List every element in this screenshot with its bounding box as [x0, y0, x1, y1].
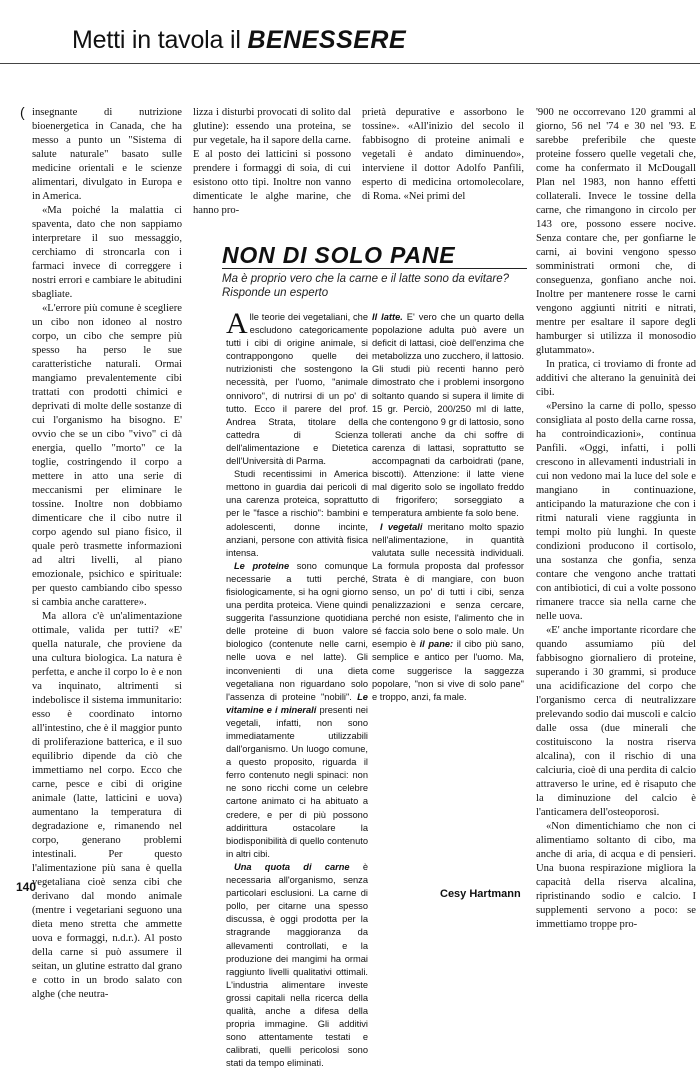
header-divider — [0, 63, 700, 64]
sidebar-box-paragraph — [226, 560, 368, 861]
sidebar-box-divider — [222, 268, 527, 269]
sidebar-box-text: il cibo più sano, semplice e antico per l'uomo. Ma, come suggerisce la saggezza popolare, "non si vive di solo pane" e troppo, anzi, fa male. — [372, 639, 524, 702]
column1-paragraph: «L'errore più comune è scegliere un cibo non idoneo al nostro corpo, un cibo che sempre più spesso ha perso le sue caratteristiche naturali. Ormai mangiamo prevalentemente cibi trattati con prodotti chimici e deprivati di molte delle sostanze di cui l'organismo ha bisogno. E' ovvio che se un cibo "vivo" ci dà energia, quello "morto" ce la toglie, costringendo il corpo a mettere in atto una serie di meccanismi per eliminare le tossine. Inoltre non dobbiamo dimenticare che il cibo nutre il corpo agendo sul piano fisico, il quale però trasmette informazioni ad altri livelli, al piano emozionale, psichico e spirituale: per questo cambiando cibo spesso si cambia anche carattere». — [32, 303, 182, 608]
sidebar-box-paragraph — [372, 311, 524, 521]
sidebar-box-text: è necessaria all'organismo, senza particolari esclusioni. La carne di pollo, per citarne una spesso discussa, è oggi prodotta per la stragrande maggioranza da allevamenti controllati, e la produzione dei mangimi ha ormai raggiunto livelli qualitativi ottimali. L'industria alimentare investe grossi capitali nella ricerca della qualità, anche a difesa della propria immagine. Gli additivi sono attentamente testati e calibrati, quelli pericolosi sono stati da tempo eliminati. — [226, 861, 369, 1069]
sidebar-box-paragraph — [372, 521, 524, 704]
sidebar-box-column-2 — [372, 311, 524, 881]
continuation-bracket-icon: ( — [20, 104, 25, 120]
sidebar-box-subhead: Le vitamine e i minerali — [226, 691, 368, 715]
sidebar-box-subhead: il pane: — [419, 639, 454, 650]
column1-paragraph: Ma allora c'è un'alimentazione ottimale, valida per tutti? «E' quella naturale, che proviene da una cultura biologica. La natura è perfetta, e anche il corpo lo è e non va inquinato, altrimenti si indebolisce il sistema immunitario: esso è coordinato intorno all'intestino, che è il maggior punto di proliferazione batterica, e il suo equilibrio dipende da ciò che immettiamo nel corpo. Ecco che carne, pesce e cibi di origine animale (latte, latticini e uova) aumentano la temperatura di degradazione e, rimanendo nel corpo, generano problemi intestinali. Per questo l'alimentazione più sana è quella vegetaliana cioè senza cibi che derivano dal mondo animale (mentre i vegetariani seguono una dieta meno stretta che ammette uova e formaggi, n.d.r.). Al posto della carne si può assumere il seitan, un glutine estratto dal grano e cotto in un brodo salato con alghe (che neutra- — [32, 611, 182, 1000]
header-title-prefix: Metti in tavola il — [72, 26, 241, 54]
column4-paragraph: «Persino la carne di pollo, spesso consigliata al posto della carne rossa, ha controindicazioni», continua Panfili. «Oggi, infatti, i polli crescono in allevamenti industriali in cui non vedono mai la luce del sole e mangiano in continuazione, anticipando la maturazione che con i ritmi naturali viene raggiunta in tempi molto più lunghi. In queste condizioni producono il cortisolo, una sostanza che gonfia, senza contare che vengono anche trattati con antibiotici, di cui a volte possono rimanere tracce sia nella carne che nelle uova. — [536, 401, 696, 622]
column2-paragraph: lizza i disturbi provocati di solito dal glutine): essendo una proteina, se pur vegetale, ha il sapore della carne. E al posto dei latticini si possono prendere i formaggi di soia, di cui esistono otto tipi. Inoltre non vanno dimenticate le alghe marine, che hanno pro- — [193, 107, 351, 216]
article-author: Cesy Hartmann — [440, 888, 521, 900]
article-column-1 — [32, 106, 182, 1000]
sidebar-box-text: meritano molto spazio nell'alimentazione, in quantità valutata sulle necessità individuali. La formula proposta dal professor Strata è di mangiare, con buon senso, un po' di tutti i cibi, senza penalizzazioni e senza cercare, perché non esiste, l'alimento che in sé faccia solo bene o solo male. Un esempio è — [372, 521, 524, 650]
sidebar-box-column-1 — [226, 307, 369, 1069]
sidebar-box-paragraph — [226, 307, 368, 468]
page-number: 140 — [16, 880, 37, 894]
column1-paragraph: insegnante di nutrizione bioenergetica in Canada, che ha messo a punto un "Sistema di salute naturale" basato sulle medicine orientali e le scienze alimentari, divulgato in Europa e in America. — [32, 107, 182, 202]
sidebar-box-subhead: Il latte. — [372, 312, 403, 322]
column3-paragraph: prietà depurative e assorbono le tossine». «All'inizio del secolo il fabbisogno di proteine animali e vegetali è andato diminuendo», interviene il dottor Adolfo Panfili, esperto di medicina ortomolecolare, di Roma. «Nei primi del — [362, 107, 524, 202]
header-title-brand: BENESSERE — [247, 26, 407, 54]
sidebar-box-title: NON DI SOLO PANE — [222, 242, 456, 268]
column4-paragraph: In pratica, ci troviamo di fronte ad additivi che alterano la genuinità dei cibi. — [536, 359, 696, 398]
page-header — [72, 26, 406, 55]
sidebar-box-paragraph: Studi recentissimi in America mettono in guardia dai pericoli di una carenza proteica, soprattutto per le "fasce a rischio": bambini e adolescenti, donne incinte, anziani, persone con attività fisica intensa. — [226, 469, 368, 558]
column4-paragraph: «E' anche importante ricordare che quando assumiamo più del fabbisogno giornaliero di proteine, superando i 30 grammi, si produce una acidificazione del corpo che l'organismo cerca di neutralizzare prelevando sodio dai muscoli e calcio dalle ossa (due minerali che costituiscono la nostra riserva alcalina), con il rischio di una calciuria, cioè di una perdita di calcio attraverso le urine, ed è risaputo che la diminuzione del calcio è l'anticamera dell'osteoporosi. — [536, 625, 696, 818]
drop-cap: A — [226, 307, 248, 340]
sidebar-box-subhead: Una quota di carne — [234, 861, 350, 872]
sidebar-box-paragraph — [226, 861, 368, 1070]
sidebar-box-text: lle teorie dei vegetaliani, che escludono categoricamente tutti i cibi di origine animale, si contrappongono quelle dei nutrizionisti che sostengono la necessità, per l'uomo, "animale onnivoro", di nutrirsi di un po' di tutto. Ecco il parere del prof. Andrea Strata, titolare della cattedra di Scienza dell'alimentazione e Dietetica dell'Università di Parma. — [226, 312, 368, 467]
article-column-4 — [536, 106, 696, 930]
article-column-2 — [193, 106, 351, 236]
column4-paragraph: «Non dimentichiamo che non ci alimentiamo soltanto di cibo, ma anche di aria, di acqua e di pensieri. Una buona respirazione migliora la capacità della riserva alcalina, ripristinando sodio e calcio. I supplementi servono a poco: se immettiamo troppe pro- — [536, 821, 696, 930]
sidebar-box-subtitle: Ma è proprio vero che la carne e il latte sono da evitare? Risponde un esperto — [222, 273, 510, 299]
column4-paragraph: '900 ne occorrevano 120 grammi al giorno, 56 nel '74 e 30 nel '93. E sarebbe preferibile che queste proteine fossero quelle vegetali che, come ha confermato il McDougall Plan nel 1983, non hanno effetti collaterali. Invece le tossine della carne, che rimangono in circolo per 143 ore, possono essere nocive. Senza contare che, per gonfiarne le carni, ai bovini vengono spesso somministrati ormoni che, di conseguenza, gonfiano anche noi. Inoltre per mantenere rosse le carni vengono aggiunti nitriti e nitrati, mentre per esaltare il sapore degli hamburger si utilizza il monosodio glutammato». — [536, 107, 696, 356]
sidebar-box-text: presenti nei vegetali, infatti, non sono immediatamente utilizzabili dall'organismo. Un luogo comune, a questo proposito, riguarda il ferro contenuto negli spinaci: non ne sono ricchi come un celebre cartone animato ci ha abituato a credere, e per di più possono addirittura ostacolare la biodisponibilità di quello contenuto in altri cibi. — [226, 704, 368, 859]
sidebar-box-text: E' vero che un quarto della popolazione adulta può avere un deficit di lattasi, cioè dell'enzima che metabolizza uno zucchero, il lattosio. Gli studi più recenti hanno però dimostrato che i problemi insorgono soltanto quando si supera il limite di 15 gr. Perciò, 200/250 ml di latte, che contengono 9 gr di lattosio, sono tollerati anche da chi soffre di carenza di lattasi, soprattutto se accompagnati da carboidrati (pane, biscotti). Attenzione: il latte viene mal digerito solo se ingollato freddo di frigorifero; sorseggiato a temperatura ambiente fa solo bene. — [372, 312, 524, 519]
column1-paragraph: «Ma poiché la malattia ci spaventa, dato che non sappiamo interpretare il suo messaggio, cerchiamo di stroncarla con i farmaci invece di correggere i nostri errori e cambiare le abitudini sbagliate. — [32, 205, 182, 300]
article-column-3 — [362, 106, 524, 236]
sidebar-box-subhead: Le proteine — [234, 560, 290, 571]
sidebar-box-text: sono comunque necessarie a tutti perché, fisiologicamente, si ha ogni giorno una perdita proteica. Viene quindi suggerita l'assunzione quotidiana delle proteine di buon valore biologico (contenute nelle carni, nelle uova e nel latte). Gli inconvenienti di una dieta vegetaliana non riguardano solo l'assenza di proteine "nobili". — [226, 560, 368, 702]
sidebar-box-subhead: I vegetali — [380, 521, 423, 532]
